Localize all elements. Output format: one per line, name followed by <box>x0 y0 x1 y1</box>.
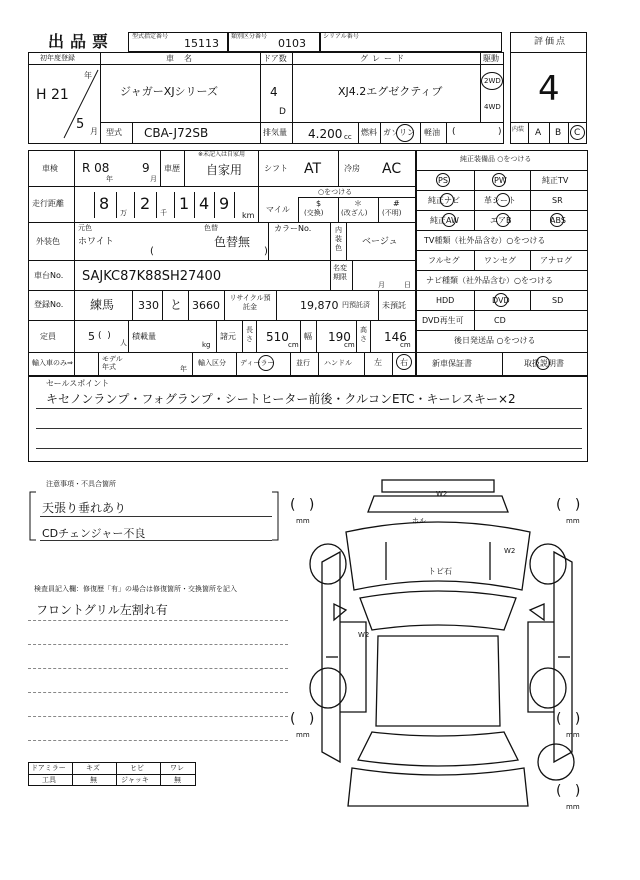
door-type: D <box>279 107 286 117</box>
model-label: 型式 <box>106 128 122 137</box>
teiin-label: 定員 <box>40 332 56 341</box>
shareki-value: 自家用 <box>206 163 243 177</box>
drive-2wd: 2WD <box>484 77 501 85</box>
displacement-label: 排気量 <box>263 128 287 137</box>
equip-pw: PW <box>494 176 507 185</box>
shift-value: AT <box>304 161 322 177</box>
equip-leather: 革シート <box>484 196 516 205</box>
grade-value: XJ4.2エグゼクティブ <box>338 85 443 98</box>
sales-box <box>28 376 588 462</box>
car-name: ジャガーXJシリーズ <box>120 85 219 98</box>
mileage-digit-1: 8 <box>99 194 110 213</box>
navi-hdd: HDD <box>436 296 455 305</box>
kata-label: 型式指定番号 <box>132 33 169 40</box>
later-ship-label: 後日発送品 ○をつける <box>454 336 536 345</box>
manual-circle <box>536 356 550 370</box>
car-name-label: 車名 <box>166 54 202 63</box>
reg-kana: と <box>170 298 183 312</box>
recycle-value: 19,870 <box>300 299 339 312</box>
damage-w2-right: W2 <box>504 547 516 555</box>
circle-note: ○をつける <box>318 188 353 196</box>
navi-cd: CD <box>494 316 506 325</box>
equip-navi: 純正ナビ <box>428 196 460 205</box>
first-reg-era: H 21 <box>36 87 69 103</box>
note-line-1: 天張り垂れあり <box>42 501 127 515</box>
iro-value: 色替無 <box>214 235 251 249</box>
manual-doc: 取扱説明書 <box>524 359 564 368</box>
recycle-unpaid: 未預託 <box>382 301 406 310</box>
handle-left: 左 <box>374 358 382 367</box>
shareki-note: ※未記入は自家用 <box>198 151 246 158</box>
cooler-label: 冷房 <box>344 164 360 173</box>
interior-c-circle <box>570 125 585 140</box>
shaken-month: 9 <box>142 161 150 175</box>
handle-right: 右 <box>400 358 408 367</box>
fuel-label: 燃料 <box>361 128 377 137</box>
interior-label: 内装 <box>512 126 525 133</box>
cooler-value: AC <box>382 161 402 177</box>
color-no-label: カラーNo. <box>274 224 312 233</box>
reg-area: 練馬 <box>90 298 115 312</box>
drive-label: 駆動 <box>483 54 499 63</box>
fuel-gasoline-circle <box>396 124 414 142</box>
damage-hole: ホル <box>412 517 426 525</box>
width-value: 190 <box>328 330 351 344</box>
equip-sr: SR <box>552 196 563 205</box>
shift-label: シフト <box>264 164 288 173</box>
swap-option: (交換) <box>304 209 324 217</box>
equip-pw-circle <box>492 173 506 187</box>
equip-aw-circle <box>442 213 456 227</box>
orig-color-label: 元色 <box>78 224 92 232</box>
height-value: 146 <box>384 330 407 344</box>
mileage-digit-4: 4 <box>199 194 210 213</box>
fuel-gasoline: ガソリン <box>383 128 415 137</box>
import-label: 輸入車のみ⇒ <box>32 359 73 367</box>
sekisai-label: 積載量 <box>132 332 156 341</box>
tv-fullseg: フルセグ <box>428 256 460 265</box>
mile-option: マイル <box>266 205 290 214</box>
drive-2wd-circle <box>481 72 503 90</box>
first-reg-month: 5 <box>76 117 85 132</box>
equip-label: 純正装備品 ○をつける <box>460 155 532 163</box>
dvd-playable: DVD再生可 <box>422 316 464 325</box>
reg-number: 3660 <box>192 299 220 312</box>
equip-airbag: エアB <box>490 216 512 225</box>
rui-number: 0103 <box>278 37 306 50</box>
model-value: CBA-J72SB <box>144 126 209 140</box>
sales-point: キセノンランプ・フォグランプ・シートヒーター前後・クルコンETC・キーレスキー×2 <box>46 392 516 406</box>
navi-dvd-circle <box>494 293 508 307</box>
damage-w2-left: W2 <box>358 631 370 639</box>
main-left-box <box>28 150 416 376</box>
rui-label: 類別区分番号 <box>231 33 268 40</box>
equip-airbag-circle <box>496 213 510 227</box>
navi-type-label: ナビ種類（社外品含む）○をつける <box>426 276 553 285</box>
damage-w2-top: W2 <box>436 490 448 498</box>
size-label: 諸元 <box>220 332 236 341</box>
color-label: 外装色 <box>36 237 60 246</box>
kata-number: 15113 <box>184 37 219 50</box>
navi-dvd: DVD <box>492 296 510 305</box>
navi-sd: SD <box>552 296 564 305</box>
reg-class: 330 <box>138 299 159 312</box>
length-value: 510 <box>266 330 289 344</box>
teiin-value: 5 <box>88 330 95 343</box>
car-diagram <box>286 472 596 812</box>
mileage-digit-2: 2 <box>140 194 151 213</box>
score-label: 評価点 <box>534 37 568 47</box>
iro-label: 色替 <box>204 224 218 232</box>
equip-leather-circle <box>496 193 510 207</box>
vin-value: SAJKC87K88SH27400 <box>82 269 222 284</box>
recycle-label: リサイクル預託金 <box>229 294 271 311</box>
drive-4wd: 4WD <box>484 103 501 111</box>
shaken-year: R 08 <box>82 161 110 175</box>
displacement-value: 4.200 <box>308 127 343 141</box>
equip-navi-circle <box>440 193 454 207</box>
notes-label: 注意事項・不具合箇所 <box>46 480 116 488</box>
warranty-doc: 新車保証書 <box>432 359 472 368</box>
inspector-line-1: フロントグリル左割れ有 <box>36 603 168 617</box>
mileage-digit-3: 1 <box>179 194 190 213</box>
fumei-option: (不明) <box>382 209 402 217</box>
import-kubun-label: 輸入区分 <box>198 359 226 367</box>
note-line-2: CDチェンジャー不良 <box>42 527 146 540</box>
shareki-label: 車歴 <box>164 164 180 173</box>
doors-label: ドア数 <box>263 54 287 63</box>
serial-label: シリアル番号 <box>323 33 359 40</box>
kaizan-option: (改ざん) <box>341 209 368 217</box>
equip-ps: PS <box>438 176 448 185</box>
equip-abs: ABS <box>550 216 566 225</box>
tv-oneseg: ワンセグ <box>484 256 516 265</box>
interior-color-label: 内装色 <box>335 226 342 252</box>
model-year-label: モデル年式 <box>102 355 123 371</box>
equip-abs-circle <box>550 213 564 227</box>
mileage-digit-5: 9 <box>219 194 230 213</box>
score-value: 4 <box>538 69 560 109</box>
heiko-option: 並行 <box>296 359 310 367</box>
equip-tv: 純正TV <box>542 176 569 185</box>
doors-value: 4 <box>270 85 278 99</box>
shaken-label: 車検 <box>42 164 58 173</box>
page-title: 出品票 <box>48 32 115 51</box>
fuel-diesel: 軽油 <box>424 128 440 137</box>
sales-label: セールスポイント <box>46 379 110 388</box>
meihen-label: 名変期限 <box>333 264 347 281</box>
dealer-circle <box>258 355 274 371</box>
orig-color-value: ホワイト <box>78 237 114 247</box>
equip-aw: 純正AW <box>430 216 459 225</box>
damage-tobi: トビ石 <box>428 567 452 576</box>
interior-color-value: ベージュ <box>362 237 398 247</box>
reg-label: 登録No. <box>34 300 64 309</box>
mileage-label: 走行距離 <box>32 199 64 208</box>
dealer-option: ディーラー <box>240 359 275 367</box>
handle-right-circle <box>396 354 412 370</box>
handle-label: ハンドル <box>324 359 352 367</box>
first-reg-label: 初年度登録 <box>40 54 75 62</box>
equip-ps-circle <box>436 173 450 187</box>
tv-type-label: TV種類（社外品含む）○をつける <box>424 236 546 245</box>
tv-analog: アナログ <box>540 256 572 265</box>
inspector-label: 検査員記入欄：修復歴「有」の場合は修復箇所・交換箇所を記入 <box>34 585 237 593</box>
vin-label: 車台No. <box>34 271 64 280</box>
grade-label: グレード <box>360 54 408 63</box>
